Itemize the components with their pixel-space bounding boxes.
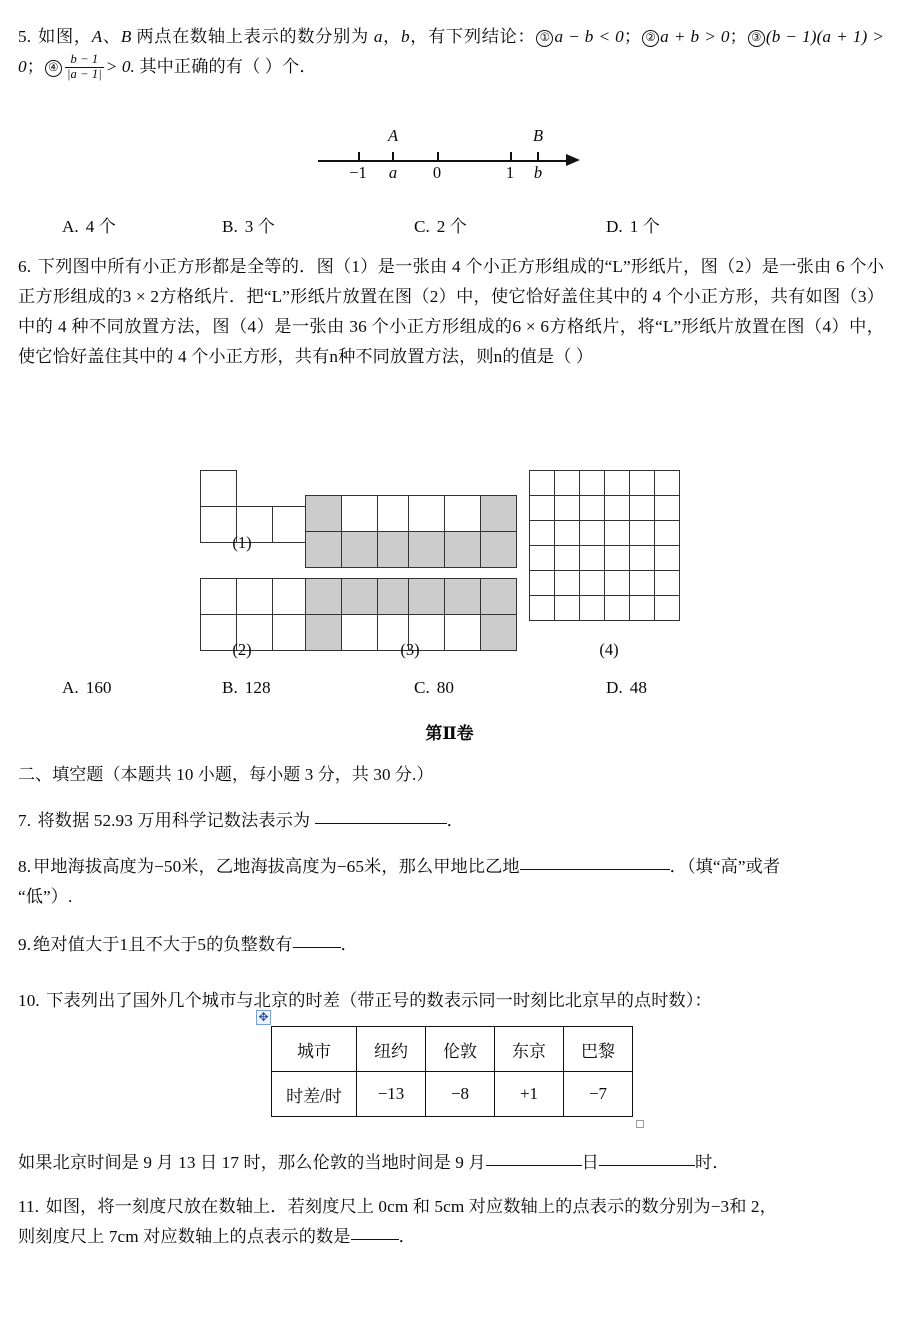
grid-cell	[604, 545, 630, 571]
q8-text-b: ．（填“高”或者	[669, 857, 781, 876]
q5-conclusion-3: (b − 1)(a + 1) > 0	[18, 27, 884, 76]
grid-cell	[654, 595, 680, 621]
grid-cell	[529, 495, 555, 521]
grid-cell	[629, 520, 655, 546]
question-8-text-line2: “低”）.	[18, 887, 73, 906]
q5-text-c: ，有下列结论：	[409, 27, 536, 46]
q5-semi-3: ；	[26, 57, 44, 76]
grid-cell	[236, 578, 273, 615]
number-line-label: 0	[432, 163, 442, 182]
table-move-cross-icon[interactable]: ✥	[256, 1010, 271, 1025]
question-10	[18, 986, 884, 1016]
grid-cell	[200, 578, 237, 615]
q11-line2-b: ．	[398, 1227, 416, 1246]
question-7-text	[18, 806, 884, 836]
q5-option-c[interactable]	[414, 212, 467, 237]
q5-conclusion-1: a − b < 0	[554, 27, 624, 46]
q7-answer-blank[interactable]	[315, 823, 447, 824]
table-cell-city-4: 巴黎	[564, 1027, 633, 1072]
q5-fraction-denominator: |a − 1|	[67, 66, 102, 81]
number-line-axis	[318, 160, 568, 162]
q10-answer-blank-day[interactable]	[486, 1165, 582, 1166]
grid-cell	[554, 570, 580, 596]
grid-cell	[579, 545, 605, 571]
grid-cell-shaded	[480, 614, 517, 651]
table-cell-city-header: 城市	[272, 1027, 357, 1072]
grid-cell	[341, 614, 378, 651]
grid-cell	[654, 545, 680, 571]
volume-2-heading: 第Ⅱ卷	[425, 724, 474, 743]
grid-cell-shaded	[341, 578, 378, 615]
grid-cell-shaded	[305, 578, 342, 615]
q5-option-a-text: 4 个	[85, 217, 116, 236]
figure-2-grid	[200, 578, 310, 653]
table-cell-diff-2: −8	[426, 1072, 495, 1117]
grid-cell	[604, 495, 630, 521]
question-9	[18, 930, 884, 960]
grid-cell	[604, 570, 630, 596]
q5-conclusion-2-marker: ②	[642, 30, 659, 47]
grid-cell-shaded	[444, 531, 481, 568]
q5-option-c-text: 2 个	[436, 217, 467, 236]
question-10-followup-text	[18, 1148, 884, 1178]
q5-var-A: A	[91, 27, 103, 46]
q5-var-a: a	[373, 27, 383, 46]
figure-3-caption: (3)	[400, 640, 420, 659]
question-11-text-line1	[18, 1192, 884, 1222]
q9-text-b: ．	[340, 935, 358, 954]
part-2-heading: 二、填空题（本题共 10 小题，每小题 3 分，共 30 分.）	[18, 765, 434, 784]
table-row	[272, 1072, 633, 1117]
q10-after-b: 日	[581, 1153, 599, 1172]
grid-cell	[579, 470, 605, 496]
table-cell-city-3: 东京	[495, 1027, 564, 1072]
number-line-label: −1	[349, 163, 367, 182]
grid-cell	[629, 595, 655, 621]
figure-2-caption: (2)	[232, 640, 252, 659]
grid-cell	[654, 520, 680, 546]
grid-cell	[272, 614, 309, 651]
grid-cell-shaded	[480, 495, 517, 532]
q6-option-a-label: A.	[62, 678, 79, 697]
q5-option-a-label: A.	[62, 217, 79, 236]
q11-line1: 如图，将一刻度尺放在数轴上．若刻度尺上 0cm 和 5cm 对应数轴上的点表示的数分别为−3和 2，	[45, 1197, 777, 1216]
table-resize-square-icon[interactable]	[636, 1120, 644, 1128]
q10-answer-blank-hour[interactable]	[599, 1165, 695, 1166]
grid-cell	[529, 520, 555, 546]
grid-cell-shaded	[305, 495, 342, 532]
grid-cell	[629, 495, 655, 521]
q7-text-a: 将数据 52.93 万用科学记数法表示为	[37, 811, 311, 830]
figure-1-L-shape	[200, 470, 310, 545]
q5-option-d-text: 1 个	[629, 217, 660, 236]
figure-4-grid-6x6	[529, 470, 689, 630]
figure-3-placement-1	[305, 495, 415, 570]
q6-option-a-text: 160	[85, 678, 112, 697]
grid-cell	[654, 495, 680, 521]
question-8-number: 8.	[18, 857, 32, 876]
time-difference-table-wrapper	[258, 1010, 633, 1117]
grid-cell	[579, 495, 605, 521]
question-9-text	[18, 930, 884, 960]
question-6-options	[18, 678, 884, 704]
grid-cell-shaded	[305, 531, 342, 568]
q5-conclusion-4-relation: > 0.	[105, 57, 135, 76]
q5-option-b[interactable]	[222, 212, 275, 237]
grid-cell	[444, 495, 481, 532]
question-6-body: 下列图中所有小正方形都是全等的．图（1）是一张由 4 个小正方形组成的“L”形纸片，图（2）是一张由 6 个小正方形组成的3 × 2方格纸片．把“L”形纸片放置在图（2）中，使它恰好盖住其中的 4 个小正方形，共有如图（3）中的 4 种不同放置方法，图（4）是一张由 36 个小正方形组成的6 × 6方格纸片，将“L”形纸片放置在图（4）中，使它恰好盖住其中的 4 个小正方形，共有n种不同放置方法，则n的值是（ ）	[18, 257, 884, 366]
grid-cell-shaded	[305, 614, 342, 651]
q6-option-d-label: D.	[606, 678, 623, 697]
question-7-number: 7.	[18, 811, 32, 830]
question-5	[18, 22, 884, 82]
grid-cell-shaded	[480, 578, 517, 615]
table-cell-city-1: 纽约	[357, 1027, 426, 1072]
grid-cell-shaded	[341, 531, 378, 568]
q5-conclusion-3-marker: ③	[748, 30, 765, 47]
grid-cell	[554, 545, 580, 571]
grid-cell	[529, 570, 555, 596]
grid-cell	[604, 595, 630, 621]
q5-sep: 、	[102, 27, 121, 46]
q6-option-c-label: C.	[414, 678, 430, 697]
grid-cell	[604, 470, 630, 496]
q6-option-b-text: 128	[244, 678, 271, 697]
q7-text-b: ．	[446, 811, 464, 830]
question-5-text	[18, 22, 884, 82]
grid-cell	[554, 595, 580, 621]
grid-cell	[341, 495, 378, 532]
q5-fraction-numerator: b − 1	[70, 52, 99, 67]
grid-cell-shaded	[408, 531, 445, 568]
q6-option-d-text: 48	[629, 678, 647, 697]
q5-comma: ，	[382, 27, 401, 46]
figure-3-placement-2	[408, 495, 518, 570]
q5-option-b-text: 3 个	[244, 217, 275, 236]
question-9-number: 9.	[18, 935, 32, 954]
grid-cell-shaded	[480, 531, 517, 568]
table-row	[272, 1027, 633, 1072]
number-line-tick	[392, 152, 394, 161]
figure-3-placement-3	[305, 578, 415, 653]
grid-cell	[554, 470, 580, 496]
q6-option-b[interactable]	[222, 678, 271, 698]
grid-cell	[629, 470, 655, 496]
table-cell-diff-header: 时差/时	[272, 1072, 357, 1117]
q5-conclusion-4-fraction	[65, 53, 104, 81]
number-line-arrow-icon	[566, 154, 580, 166]
q5-conclusion-1-marker: ①	[536, 30, 553, 47]
number-line-point-B-label: B	[532, 126, 544, 145]
grid-cell	[654, 570, 680, 596]
q8-answer-blank[interactable]	[520, 869, 670, 870]
question-6-text	[18, 252, 884, 372]
q5-var-B: B	[120, 27, 132, 46]
number-line-label: b	[533, 163, 543, 182]
q5-option-d[interactable]	[606, 212, 660, 237]
grid-cell	[554, 520, 580, 546]
table-cell-diff-1: −13	[357, 1072, 426, 1117]
number-line-point-A-label: A	[387, 126, 399, 145]
table-cell-diff-4: −7	[564, 1072, 633, 1117]
grid-cell	[654, 470, 680, 496]
q5-conclusion-4-marker: ④	[45, 60, 62, 77]
question-10-followup	[18, 1148, 884, 1178]
question-11	[18, 1192, 884, 1252]
grid-cell	[629, 545, 655, 571]
q5-option-c-label: C.	[414, 217, 430, 236]
question-10-number: 10.	[18, 991, 40, 1010]
question-6-number: 6.	[18, 257, 32, 276]
number-line-label: 1	[505, 163, 515, 182]
number-line-tick	[437, 152, 439, 161]
question-5-options	[18, 212, 884, 238]
q8-text-a: 甲地海拔高度为−50米，乙地海拔高度为−65米，那么甲地比乙地	[33, 857, 520, 876]
grid-cell	[408, 495, 445, 532]
q11-answer-blank[interactable]	[351, 1239, 399, 1240]
q5-text-b: 两点在数轴上表示的数分别为	[136, 27, 369, 46]
q5-semi-1: ；	[623, 27, 642, 46]
grid-cell	[579, 520, 605, 546]
q9-text-a: 绝对值大于1且不大于5的负整数有	[33, 935, 293, 954]
number-line-tick	[537, 152, 539, 161]
q10-after-c: 时．	[694, 1153, 730, 1172]
q5-option-a[interactable]	[62, 212, 116, 237]
grid-cell	[604, 520, 630, 546]
number-line-tick	[358, 152, 360, 161]
q10-after-a: 如果北京时间是 9 月 13 日 17 时，那么伦敦的当地时间是 9 月	[18, 1153, 486, 1172]
question-11-number: 11.	[18, 1197, 40, 1216]
question-8	[18, 852, 884, 912]
figure-3-placement-4	[408, 578, 518, 653]
grid-cell-shaded	[408, 578, 445, 615]
question-7	[18, 806, 884, 836]
q5-var-b: b	[401, 27, 410, 46]
q6-option-a[interactable]	[62, 678, 112, 698]
grid-cell	[579, 595, 605, 621]
q11-line2-a: 则刻度尺上 7cm 对应数轴上的点表示的数是	[18, 1227, 351, 1246]
grid-cell	[529, 595, 555, 621]
grid-cell	[272, 506, 309, 543]
q6-option-c-text: 80	[436, 678, 454, 697]
q6-option-d[interactable]	[606, 678, 647, 698]
q5-option-d-label: D.	[606, 217, 623, 236]
q10-intro: 下表列出了国外几个城市与北京的时差（带正号的数表示同一时刻比北京早的点时数）：	[46, 991, 712, 1010]
figure-4-caption: (4)	[599, 640, 619, 659]
grid-cell	[579, 570, 605, 596]
q5-text-a: 如图，	[38, 27, 92, 46]
q5-number-line-figure	[300, 126, 600, 188]
grid-cell-shaded	[444, 578, 481, 615]
q5-semi-2: ；	[729, 27, 747, 46]
grid-cell	[529, 545, 555, 571]
q5-conclusion-2: a + b > 0	[660, 27, 730, 46]
question-8-text	[18, 852, 884, 882]
question-5-number: 5.	[18, 27, 32, 46]
question-10-text	[18, 986, 884, 1016]
table-cell-diff-3: +1	[495, 1072, 564, 1117]
grid-cell	[629, 570, 655, 596]
question-6	[18, 252, 884, 372]
part-2-heading-block	[18, 760, 884, 790]
grid-cell	[444, 614, 481, 651]
grid-cell	[200, 470, 237, 507]
grid-cell	[529, 470, 555, 496]
time-difference-table	[271, 1026, 633, 1117]
number-line-tick	[510, 152, 512, 161]
grid-cell	[272, 578, 309, 615]
q5-tail: 其中正确的有（ ）个．	[139, 57, 317, 76]
q6-option-b-label: B.	[222, 678, 238, 697]
q5-option-b-label: B.	[222, 217, 238, 236]
grid-cell	[554, 495, 580, 521]
question-11-text-line2	[18, 1222, 884, 1252]
q9-answer-blank[interactable]	[293, 947, 341, 948]
q6-option-c[interactable]	[414, 678, 454, 698]
table-cell-city-2: 伦敦	[426, 1027, 495, 1072]
figure-1-caption: (1)	[232, 533, 252, 552]
number-line-label: a	[388, 163, 398, 182]
